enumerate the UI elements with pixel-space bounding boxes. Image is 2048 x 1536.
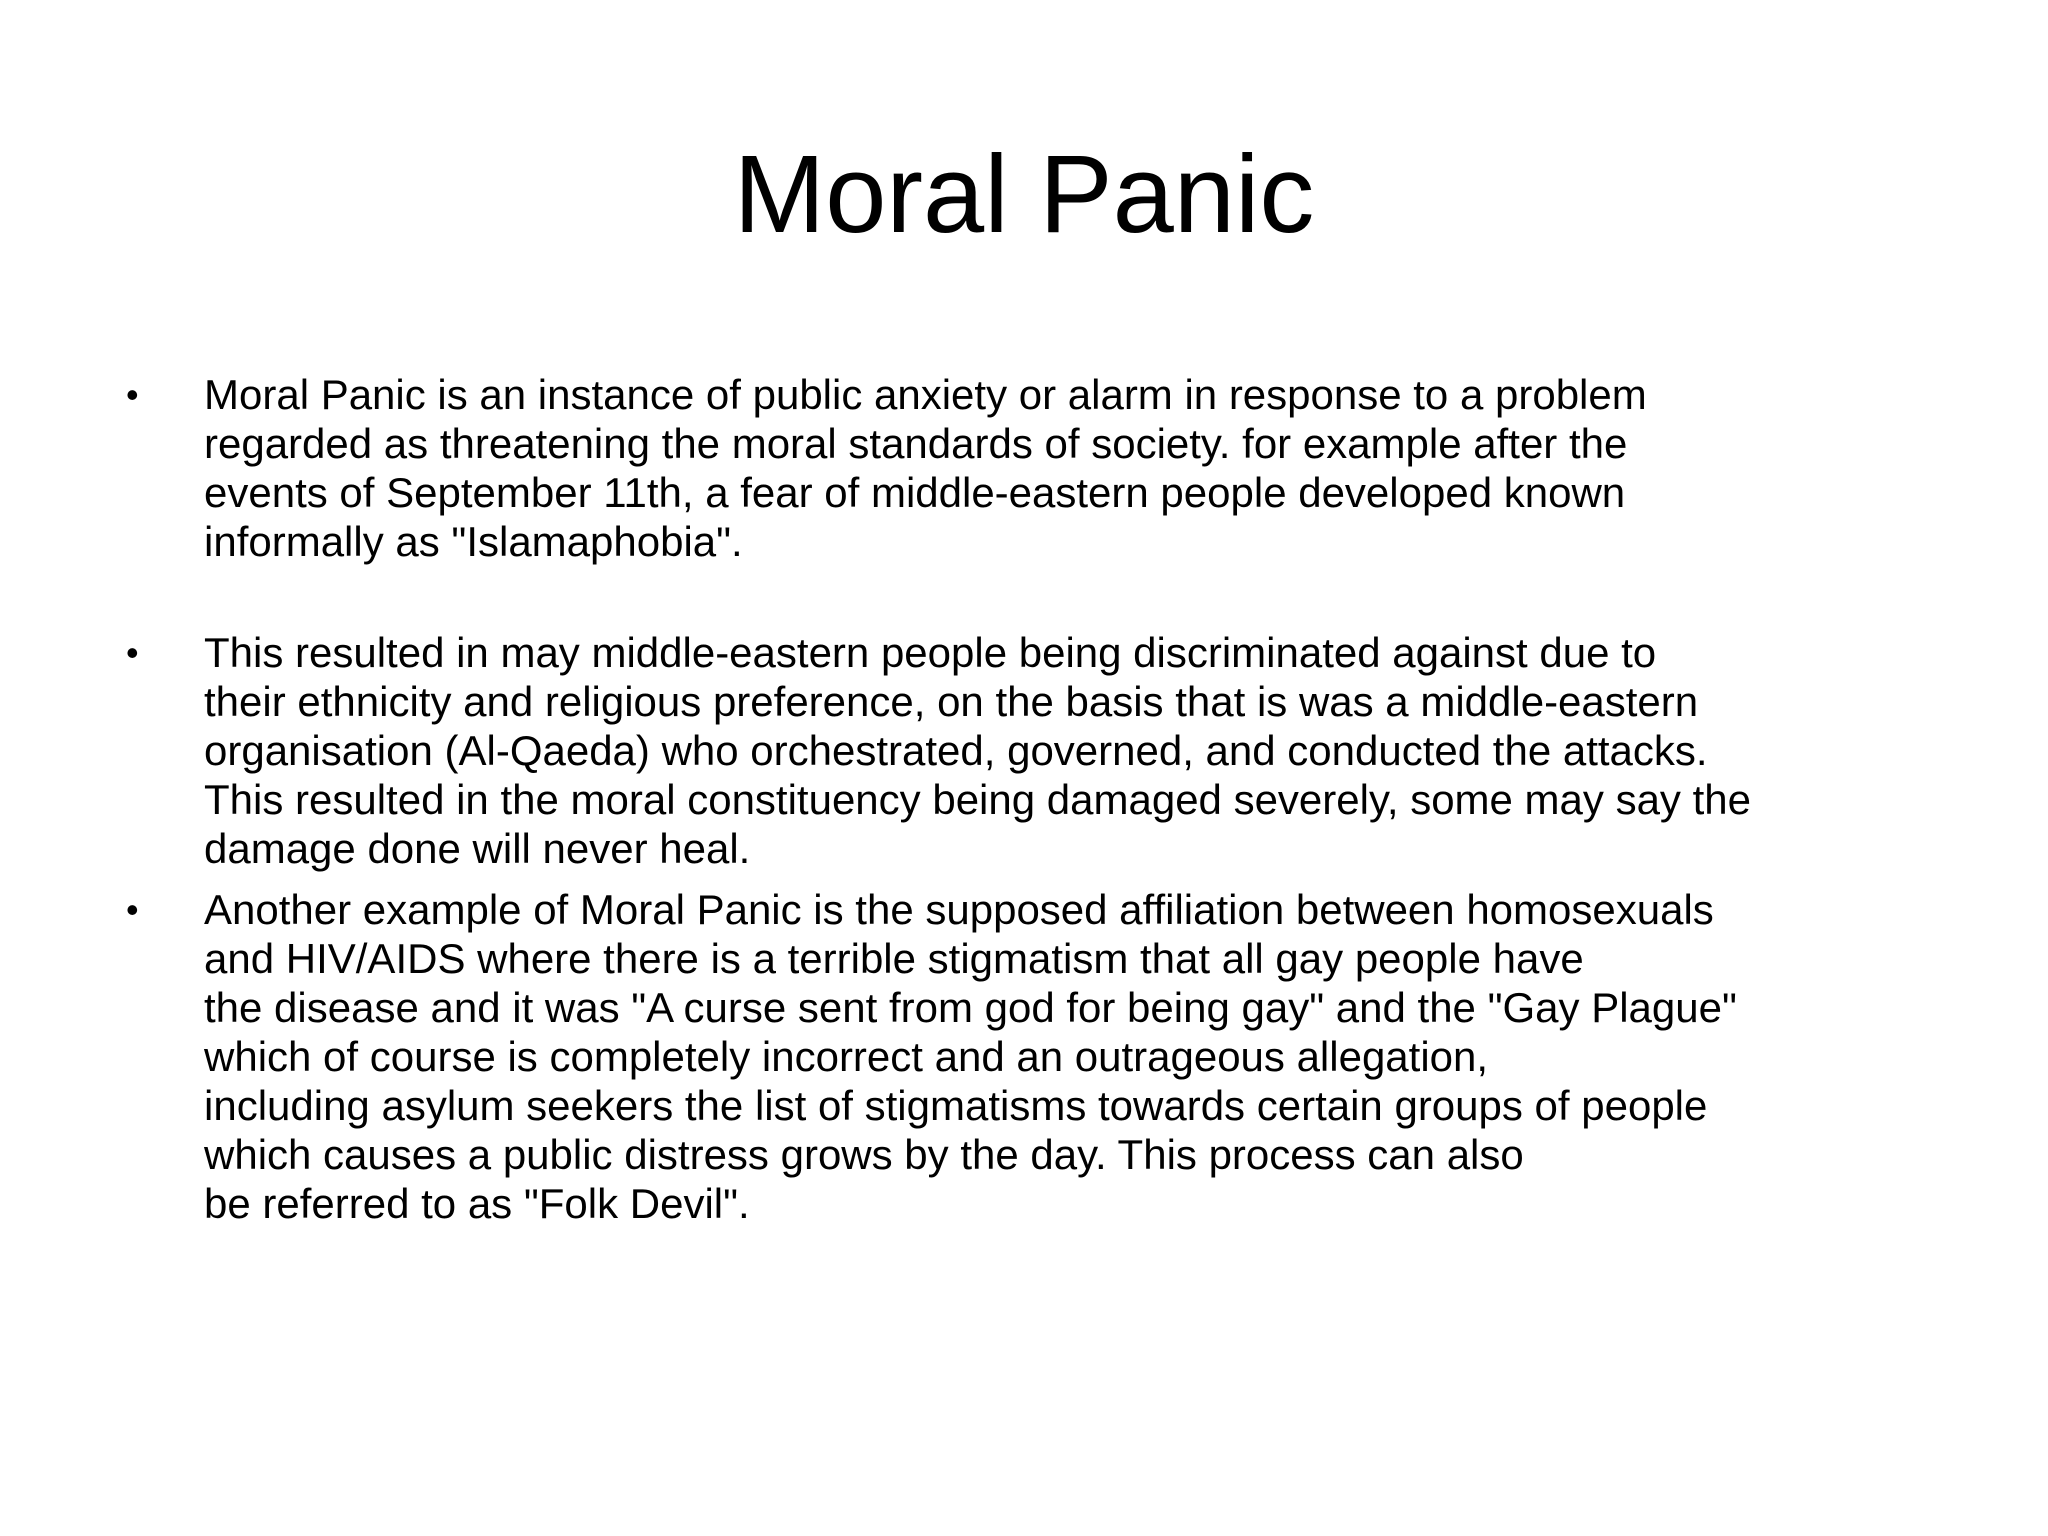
- bullet-dot-icon: •: [126, 374, 139, 415]
- bullet-3-line-5: including asylum seekers the list of stigmatisms towards certain groups of people: [204, 1082, 1708, 1129]
- bullet-2-line-5: damage done will never heal.: [204, 825, 751, 872]
- bullet-list: [118, 370, 1948, 1228]
- bullet-3-line-2: and HIV/AIDS where there is a terrible stigmatism that all gay people have: [204, 935, 1584, 982]
- bullet-item-3: [118, 885, 1948, 1228]
- bullet-item-1: [118, 370, 1948, 566]
- slide-title: Moral Panic: [733, 133, 1315, 256]
- bullet-3-line-6: which causes a public distress grows by the day. This process can also: [204, 1131, 1524, 1178]
- bullet-3-line-7: be referred to as "Folk Devil".: [204, 1180, 750, 1227]
- bullet-3-line-4: which of course is completely incorrect and an outrageous allegation,: [204, 1033, 1489, 1080]
- bullet-2-line-1: This resulted in may middle-eastern people being discriminated against due to: [204, 629, 1657, 676]
- bullet-1-line-2: regarded as threatening the moral standards of society. for example after the: [204, 420, 1628, 467]
- bullet-2-line-4: This resulted in the moral constituency being damaged severely, some may say the: [204, 776, 1751, 823]
- bullet-dot-icon: •: [126, 889, 139, 930]
- bullet-dot-icon: •: [126, 632, 139, 673]
- bullet-3-line-1: Another example of Moral Panic is the supposed affiliation between homosexuals: [204, 886, 1714, 933]
- bullet-2-line-3: organisation (Al-Qaeda) who orchestrated, governed, and conducted the attacks.: [204, 727, 1708, 774]
- bullet-1-line-4: informally as "Islamaphobia".: [204, 518, 743, 565]
- bullet-1-line-3: events of September 11th, a fear of middle-eastern people developed known: [204, 469, 1626, 516]
- bullet-3-line-3: the disease and it was "A curse sent from god for being gay" and the "Gay Plague": [204, 984, 1737, 1031]
- bullet-2-line-2: their ethnicity and religious preference, on the basis that is was a middle-eastern: [204, 678, 1699, 725]
- bullet-1-line-1: Moral Panic is an instance of public anxiety or alarm in response to a problem: [204, 371, 1647, 418]
- bullet-item-2: [118, 628, 1948, 873]
